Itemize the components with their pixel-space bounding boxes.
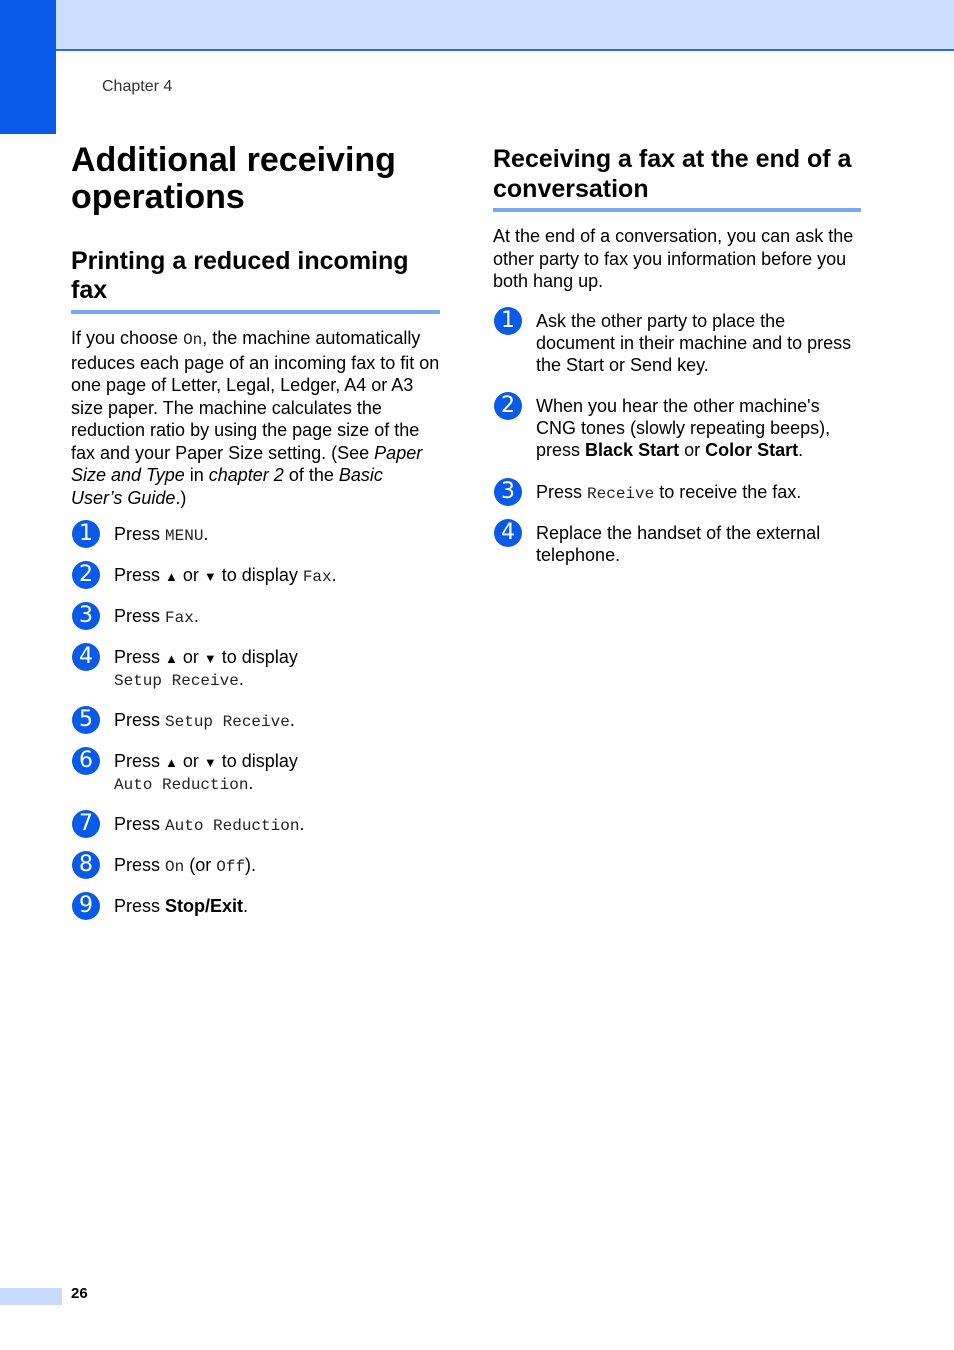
step-number-badge: 1 [72,520,100,548]
header-band [0,0,954,51]
down-arrow-icon: ▼ [203,755,217,770]
page-number: 26 [71,1285,88,1302]
down-arrow-icon: ▼ [203,569,217,584]
step-number-badge: 4 [72,643,100,671]
left-section-heading: Printing a reduced incoming fax [71,247,409,304]
right-section-heading: Receiving a fax at the end of a conversation [493,145,852,203]
up-arrow-icon: ▲ [165,651,178,666]
chapter-tab [0,0,56,134]
step-number-badge: 4 [494,519,522,547]
left-heading-rule [71,310,440,314]
up-arrow-icon: ▲ [165,569,178,584]
step-number-badge: 7 [72,810,100,838]
left-intro: If you choose On, the machine automatically reduces each page of an incoming fax to fit on one page of Letter, Legal, Ledger, A4 or A3 size paper. The machine calculates the reduction ratio by using the page size of the fax and your Paper Size setting. (See Paper Size and Type in chapter 2 of the Basic User’s Guide.) [71,328,440,508]
chapter-label: Chapter 4 [102,78,173,95]
down-arrow-icon: ▼ [203,651,217,666]
step-number-badge: 9 [72,892,100,920]
step-number-badge: 2 [494,392,522,420]
step-number-badge: 3 [494,478,522,506]
page-title: Additional receiving operations [71,141,396,216]
up-arrow-icon: ▲ [165,755,178,770]
step-number-badge: 1 [494,307,522,335]
step-number-badge: 8 [72,851,100,879]
step-number-badge: 2 [72,561,100,589]
step-number-badge: 5 [72,706,100,734]
right-heading-rule [493,208,861,212]
step-number-badge: 6 [72,747,100,775]
right-intro: At the end of a conversation, you can ask the other party to fax you information before you both hang up. [493,226,854,291]
page-number-band [0,1288,62,1305]
step-number-badge: 3 [72,602,100,630]
